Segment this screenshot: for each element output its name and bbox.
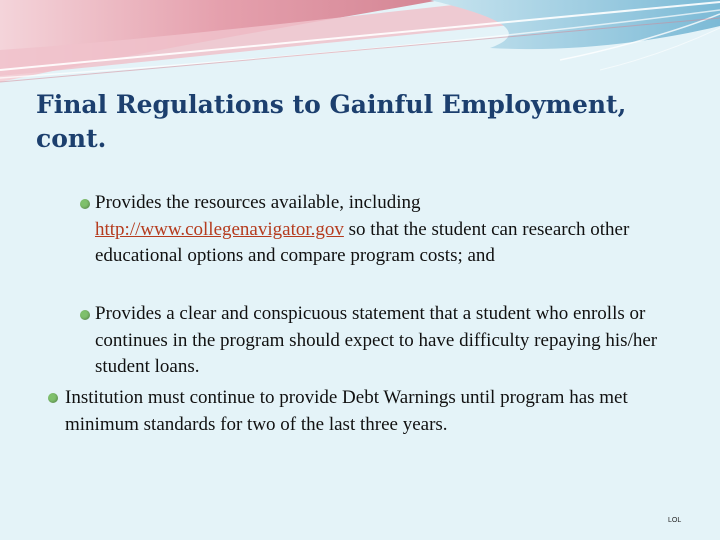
bullet-item-resources: [95, 190, 665, 270]
header-swoosh-decoration: [0, 0, 720, 95]
bullet-icon: [48, 393, 58, 403]
bullet-text: Provides the resources available, including: [95, 192, 421, 213]
bullet-item-debt-warnings: [65, 385, 665, 438]
bullet-item-statement: [95, 301, 665, 381]
bullet-text: Institution must continue to provide Debt Warnings until program has met minimum standards for two of the last three years.: [65, 387, 628, 435]
bullet-text: Provides a clear and conspicuous statement that a student who enrolls or continues in the program should expect to have difficulty repaying his/her student loans.: [95, 303, 658, 377]
bullet-icon: [80, 199, 90, 209]
slide-title: Final Regulations to Gainful Employment, cont.: [36, 90, 627, 153]
bullet-icon: [80, 310, 90, 320]
footer-code: LOL: [668, 517, 682, 524]
college-navigator-link[interactable]: http://www.collegenavigator.gov: [95, 218, 344, 240]
bullet-text-continued: so that the student can research other educational options and compare program costs; and: [95, 218, 630, 266]
